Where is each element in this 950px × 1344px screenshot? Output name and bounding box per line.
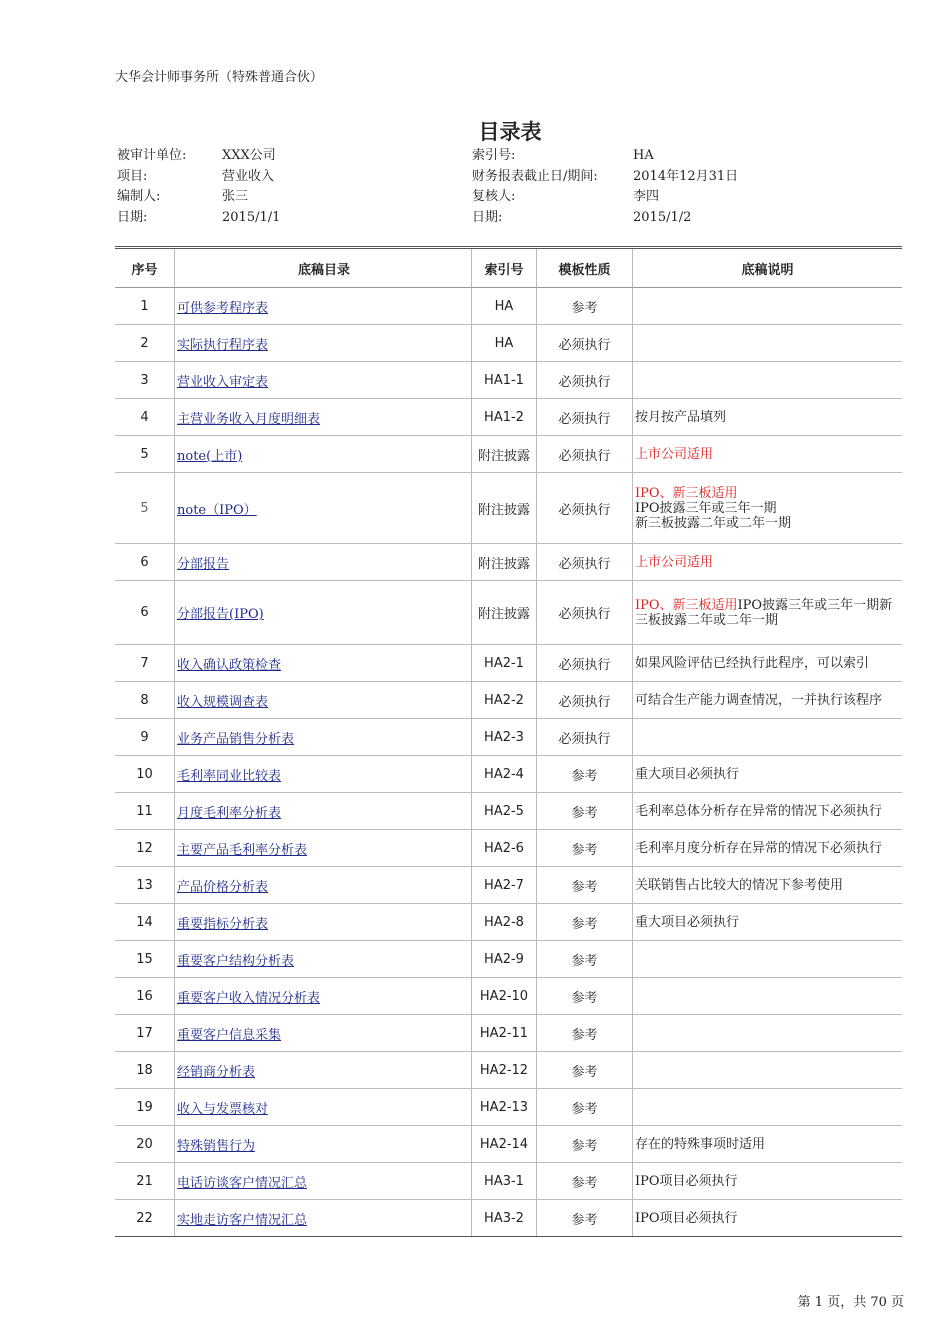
cell-index: HA3-1 bbox=[472, 1163, 537, 1200]
cell-no: 4 bbox=[115, 399, 175, 436]
table-row bbox=[115, 682, 902, 719]
cell-type: 参考 bbox=[537, 288, 633, 325]
workpaper-link[interactable]: 经销商分析表 bbox=[177, 1064, 256, 1080]
desc-highlight: IPO、新三板适用 bbox=[635, 597, 738, 613]
table-row bbox=[115, 830, 902, 867]
cell-name bbox=[175, 1126, 472, 1163]
table-row bbox=[115, 362, 902, 399]
cell-name bbox=[175, 436, 472, 473]
cell-index: HA1-2 bbox=[472, 399, 537, 436]
desc-highlight: 上市公司适用 bbox=[635, 554, 714, 570]
cell-desc bbox=[633, 288, 903, 325]
cell-desc bbox=[633, 941, 903, 978]
cell-name bbox=[175, 645, 472, 682]
page-title: 目录表 bbox=[478, 120, 542, 144]
cell-no: 17 bbox=[115, 1015, 175, 1052]
cell-type: 参考 bbox=[537, 978, 633, 1015]
cell-name bbox=[175, 867, 472, 904]
cell-type: 参考 bbox=[537, 904, 633, 941]
cell-no: 9 bbox=[115, 719, 175, 756]
firm-name: 大华会计师事务所（特殊普通合伙） bbox=[115, 70, 324, 85]
cell-type: 必须执行 bbox=[537, 325, 633, 362]
desc-text: IPO项目必须执行 bbox=[635, 1173, 738, 1189]
cell-name bbox=[175, 1089, 472, 1126]
desc-text: 毛利率总体分析存在异常的情况下必须执行 bbox=[635, 803, 883, 819]
meta-value: 2015/1/2 bbox=[633, 209, 692, 225]
cell-desc bbox=[633, 362, 903, 399]
meta-value: 营业收入 bbox=[222, 168, 275, 184]
cell-no: 1 bbox=[115, 288, 175, 325]
cell-type: 必须执行 bbox=[537, 399, 633, 436]
cell-desc bbox=[633, 544, 903, 581]
desc-text: 毛利率月度分析存在异常的情况下必须执行 bbox=[635, 840, 883, 856]
table-row bbox=[115, 288, 902, 325]
cell-desc bbox=[633, 830, 903, 867]
cell-no: 8 bbox=[115, 682, 175, 719]
table-row bbox=[115, 581, 902, 645]
meta-label: 财务报表截止日/期间: bbox=[472, 168, 598, 184]
cell-no: 10 bbox=[115, 756, 175, 793]
cell-name bbox=[175, 544, 472, 581]
meta-label: 日期: bbox=[117, 209, 148, 225]
cell-desc bbox=[633, 867, 903, 904]
cell-index: 附注披露 bbox=[472, 544, 537, 581]
header-type: 模板性质 bbox=[537, 248, 633, 288]
table-row bbox=[115, 1052, 902, 1089]
workpaper-link[interactable]: 分部报告(IPO) bbox=[177, 607, 264, 622]
desc-text: 存在的特殊事项时适用 bbox=[635, 1136, 766, 1152]
table-row bbox=[115, 544, 902, 581]
cell-name bbox=[175, 904, 472, 941]
cell-index: 附注披露 bbox=[472, 436, 537, 473]
table-row bbox=[115, 1089, 902, 1126]
table-row bbox=[115, 867, 902, 904]
cell-index: HA2-10 bbox=[472, 978, 537, 1015]
cell-type: 必须执行 bbox=[537, 719, 633, 756]
cell-type: 参考 bbox=[537, 1052, 633, 1089]
cell-index: 附注披露 bbox=[472, 473, 537, 544]
cell-index: HA1-1 bbox=[472, 362, 537, 399]
workpaper-link[interactable]: note(上市) bbox=[177, 448, 243, 464]
desc-text: 重大项目必须执行 bbox=[635, 766, 740, 782]
workpaper-link[interactable]: 重要客户信息采集 bbox=[177, 1027, 282, 1043]
cell-no: 16 bbox=[115, 978, 175, 1015]
meta-label: 日期: bbox=[472, 209, 503, 225]
cell-name bbox=[175, 1015, 472, 1052]
cell-desc bbox=[633, 719, 903, 756]
cell-index: HA bbox=[472, 288, 537, 325]
workpaper-link[interactable]: note（IPO） bbox=[177, 502, 257, 518]
cell-no: 6 bbox=[115, 581, 175, 645]
cell-index: HA2-3 bbox=[472, 719, 537, 756]
table-row bbox=[115, 756, 902, 793]
cell-desc bbox=[633, 1200, 903, 1237]
meta-label: 项目: bbox=[117, 168, 148, 184]
cell-index: HA2-6 bbox=[472, 830, 537, 867]
cell-desc bbox=[633, 756, 903, 793]
cell-desc bbox=[633, 436, 903, 473]
cell-name bbox=[175, 719, 472, 756]
cell-index: HA2-2 bbox=[472, 682, 537, 719]
cell-desc bbox=[633, 904, 903, 941]
meta-label: 索引号: bbox=[472, 148, 516, 163]
cell-no: 22 bbox=[115, 1200, 175, 1237]
cell-index: HA2-4 bbox=[472, 756, 537, 793]
cell-type: 参考 bbox=[537, 941, 633, 978]
table-row bbox=[115, 1163, 902, 1200]
cell-name bbox=[175, 399, 472, 436]
table-row bbox=[115, 1015, 902, 1052]
cell-no: 12 bbox=[115, 830, 175, 867]
meta-left-labels bbox=[117, 146, 186, 228]
cell-index: 附注披露 bbox=[472, 581, 537, 645]
workpaper-link[interactable]: 特殊销售行为 bbox=[177, 1138, 256, 1154]
workpaper-link[interactable]: 重要指标分析表 bbox=[177, 916, 269, 932]
cell-no: 2 bbox=[115, 325, 175, 362]
cell-name bbox=[175, 830, 472, 867]
cell-name bbox=[175, 1200, 472, 1237]
workpaper-link[interactable]: 分部报告 bbox=[177, 556, 230, 572]
cell-name bbox=[175, 793, 472, 830]
meta-right-values bbox=[633, 146, 738, 228]
cell-no: 20 bbox=[115, 1126, 175, 1163]
workpaper-link[interactable]: 产品价格分析表 bbox=[177, 879, 269, 895]
cell-no: 21 bbox=[115, 1163, 175, 1200]
cell-index: HA2-5 bbox=[472, 793, 537, 830]
cell-index: HA2-11 bbox=[472, 1015, 537, 1052]
workpaper-link[interactable]: 主要产品毛利率分析表 bbox=[177, 842, 308, 858]
meta-left-values bbox=[222, 146, 280, 228]
cell-name bbox=[175, 682, 472, 719]
desc-text: 可结合生产能力调查情况，一并执行该程序 bbox=[635, 692, 883, 708]
cell-type: 参考 bbox=[537, 830, 633, 867]
page-number: 第 1 页，共 70 页 bbox=[797, 1295, 904, 1310]
cell-no: 6 bbox=[115, 544, 175, 581]
cell-desc bbox=[633, 325, 903, 362]
meta-value: 2014年12月31日 bbox=[633, 168, 739, 184]
cell-name bbox=[175, 325, 472, 362]
cell-desc bbox=[633, 1126, 903, 1163]
cell-type: 参考 bbox=[537, 1163, 633, 1200]
header-name: 底稿目录 bbox=[175, 248, 472, 288]
cell-desc bbox=[633, 399, 903, 436]
cell-desc bbox=[633, 473, 903, 544]
cell-no: 14 bbox=[115, 904, 175, 941]
cell-no: 18 bbox=[115, 1052, 175, 1089]
cell-type: 参考 bbox=[537, 1015, 633, 1052]
table-row bbox=[115, 436, 902, 473]
table-row bbox=[115, 325, 902, 362]
meta-value: 张三 bbox=[222, 189, 249, 204]
cell-name bbox=[175, 978, 472, 1015]
cell-type: 参考 bbox=[537, 867, 633, 904]
cell-name bbox=[175, 362, 472, 399]
cell-name bbox=[175, 473, 472, 544]
cell-desc bbox=[633, 1163, 903, 1200]
header-index: 索引号 bbox=[472, 248, 537, 288]
workpaper-link[interactable]: 收入确认政策检查 bbox=[177, 657, 282, 673]
cell-name bbox=[175, 941, 472, 978]
desc-highlight: IPO、新三板适用 bbox=[635, 485, 738, 501]
desc-highlight: 上市公司适用 bbox=[635, 446, 714, 462]
cell-type: 必须执行 bbox=[537, 645, 633, 682]
table-row bbox=[115, 793, 902, 830]
meta-value: XXX公司 bbox=[222, 148, 276, 163]
desc-text: IPO披露三年或三年一期 新三板披露二年或二年一期 bbox=[635, 500, 792, 531]
cell-no: 5 bbox=[115, 436, 175, 473]
workpaper-link[interactable]: 业务产品销售分析表 bbox=[177, 731, 295, 747]
workpaper-link[interactable]: 月度毛利率分析表 bbox=[177, 805, 282, 821]
cell-type: 参考 bbox=[537, 1126, 633, 1163]
cell-type: 参考 bbox=[537, 1200, 633, 1237]
cell-no: 11 bbox=[115, 793, 175, 830]
cell-type: 必须执行 bbox=[537, 362, 633, 399]
cell-desc bbox=[633, 1052, 903, 1089]
meta-label: 被审计单位: bbox=[117, 148, 187, 163]
meta-value: 2015/1/1 bbox=[222, 209, 281, 225]
meta-label: 复核人: bbox=[472, 189, 516, 204]
cell-no: 15 bbox=[115, 941, 175, 978]
cell-no: 3 bbox=[115, 362, 175, 399]
desc-text: IPO披露三年或三年一期新三板披露二年或二年一期 bbox=[635, 597, 893, 628]
cell-no: 7 bbox=[115, 645, 175, 682]
workpaper-link[interactable]: 收入与发票核对 bbox=[177, 1101, 269, 1117]
cell-type: 参考 bbox=[537, 756, 633, 793]
workpaper-link[interactable]: 重要客户结构分析表 bbox=[177, 953, 295, 969]
cell-desc bbox=[633, 793, 903, 830]
table-row bbox=[115, 473, 902, 544]
cell-name bbox=[175, 288, 472, 325]
workpaper-link[interactable]: 电话访谈客户情况汇总 bbox=[177, 1175, 308, 1191]
cell-index: HA2-12 bbox=[472, 1052, 537, 1089]
table-header-row bbox=[115, 248, 902, 288]
meta-right-labels bbox=[472, 146, 598, 228]
cell-desc bbox=[633, 978, 903, 1015]
cell-desc bbox=[633, 581, 903, 645]
workpaper-link[interactable]: 毛利率同业比较表 bbox=[177, 768, 282, 784]
workpaper-link[interactable]: 营业收入审定表 bbox=[177, 374, 269, 390]
workpaper-link[interactable]: 重要客户收入情况分析表 bbox=[177, 990, 321, 1006]
cell-desc bbox=[633, 682, 903, 719]
header-desc: 底稿说明 bbox=[633, 248, 903, 288]
cell-type: 参考 bbox=[537, 1089, 633, 1126]
cell-index: HA2-7 bbox=[472, 867, 537, 904]
workpaper-link[interactable]: 可供参考程序表 bbox=[177, 300, 269, 316]
cell-index: HA2-9 bbox=[472, 941, 537, 978]
meta-value: 李四 bbox=[633, 189, 660, 204]
cell-name bbox=[175, 581, 472, 645]
cell-type: 参考 bbox=[537, 793, 633, 830]
cell-name bbox=[175, 756, 472, 793]
cell-type: 必须执行 bbox=[537, 581, 633, 645]
meta-value: HA bbox=[633, 148, 654, 163]
cell-type: 必须执行 bbox=[537, 544, 633, 581]
desc-text: 关联销售占比较大的情况下参考使用 bbox=[635, 877, 844, 893]
cell-index: HA2-13 bbox=[472, 1089, 537, 1126]
table-row bbox=[115, 399, 902, 436]
desc-text: 如果风险评估已经执行此程序，可以索引 bbox=[635, 655, 870, 671]
workpaper-index-table bbox=[115, 246, 902, 1237]
workpaper-link[interactable]: 实地走访客户情况汇总 bbox=[177, 1212, 308, 1228]
table-row bbox=[115, 719, 902, 756]
cell-index: HA2-14 bbox=[472, 1126, 537, 1163]
table-row bbox=[115, 1126, 902, 1163]
header-no: 序号 bbox=[115, 248, 175, 288]
cell-type: 必须执行 bbox=[537, 682, 633, 719]
cell-no: 13 bbox=[115, 867, 175, 904]
cell-desc bbox=[633, 1015, 903, 1052]
table-row bbox=[115, 645, 902, 682]
cell-name bbox=[175, 1052, 472, 1089]
cell-desc bbox=[633, 1089, 903, 1126]
cell-no: 19 bbox=[115, 1089, 175, 1126]
cell-index: HA bbox=[472, 325, 537, 362]
workpaper-link[interactable]: 收入规模调查表 bbox=[177, 694, 269, 710]
desc-text: IPO项目必须执行 bbox=[635, 1210, 738, 1226]
table-row bbox=[115, 978, 902, 1015]
table-row bbox=[115, 1200, 902, 1237]
desc-text: 重大项目必须执行 bbox=[635, 914, 740, 930]
cell-type: 必须执行 bbox=[537, 436, 633, 473]
cell-index: HA3-2 bbox=[472, 1200, 537, 1237]
cell-index: HA2-8 bbox=[472, 904, 537, 941]
workpaper-link[interactable]: 实际执行程序表 bbox=[177, 337, 269, 353]
workpaper-link[interactable]: 主营业务收入月度明细表 bbox=[177, 411, 321, 427]
cell-index: HA2-1 bbox=[472, 645, 537, 682]
cell-name bbox=[175, 1163, 472, 1200]
table-row bbox=[115, 941, 902, 978]
cell-type: 必须执行 bbox=[537, 473, 633, 544]
desc-text: 按月按产品填列 bbox=[635, 409, 727, 425]
meta-label: 编制人: bbox=[117, 189, 161, 204]
table-row bbox=[115, 904, 902, 941]
cell-no: 5 bbox=[115, 473, 175, 544]
cell-desc bbox=[633, 645, 903, 682]
